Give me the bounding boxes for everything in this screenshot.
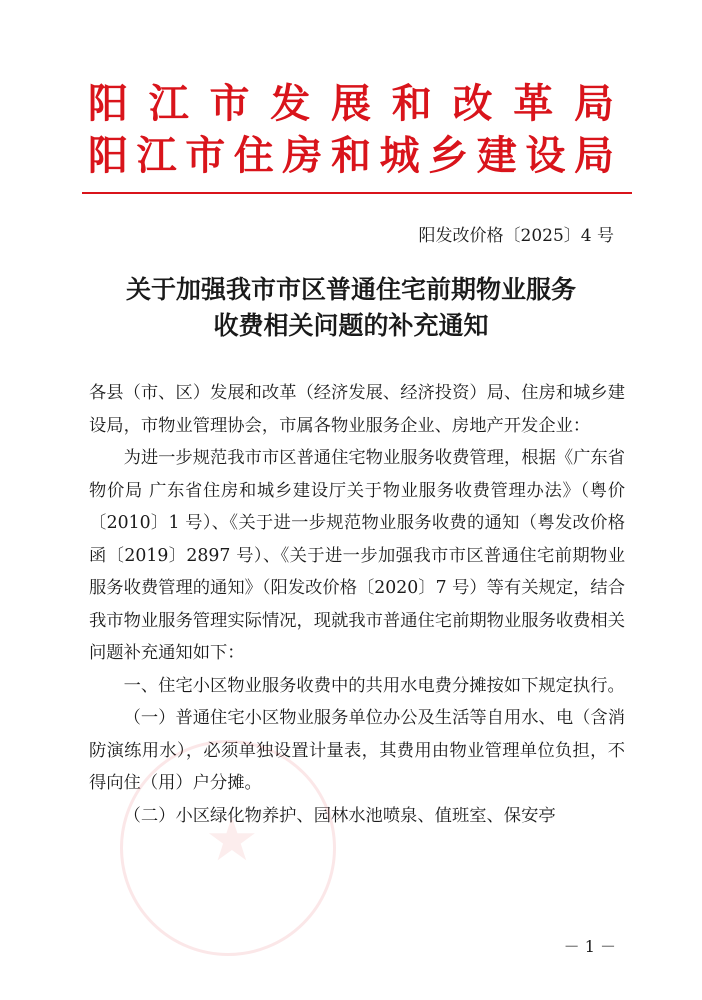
header-char: 住 bbox=[233, 133, 274, 179]
header-char: 局 bbox=[573, 133, 614, 179]
issuing-authority-header bbox=[88, 78, 614, 182]
red-divider-line bbox=[82, 192, 632, 194]
section-1-paragraph: 一、住宅小区物业服务收费中的共用水电费分摊按如下规定执行。 bbox=[123, 675, 625, 696]
item-2-paragraph: （二）小区绿化物养护、园林水池喷泉、值班室、保安亭 bbox=[123, 805, 556, 826]
preamble-paragraph: 为进一步规范我市市区普通住宅物业服务收费管理，根据《广东省物价局 广东省住房和城乡建设厅关于物业服务收费管理办法》（粤价〔2010〕1 号）、《关于进一步规范物业服务收费的通知（粤发改价格函〔2019〕2897 号）、《关于进一步加强我市市区普通住宅前期物业服务收费管理的通知》（阳发改价格〔2020〕7 号）等有关规定，结合我市物业服务管理实际情况，现就我市普通住宅前期物业服务收费相关问题补充通知如下： bbox=[89, 448, 625, 663]
document-body bbox=[89, 377, 625, 832]
document-number: 阳发改价格〔2025〕4 号 bbox=[418, 226, 614, 246]
header-char: 展 bbox=[331, 81, 371, 127]
header-line-housing-construction bbox=[88, 130, 614, 182]
document-title bbox=[60, 272, 642, 344]
header-line-development-reform bbox=[88, 78, 614, 130]
header-char: 江 bbox=[148, 81, 189, 127]
header-char: 阳 bbox=[88, 133, 128, 179]
header-char: 市 bbox=[209, 81, 250, 127]
header-char: 革 bbox=[513, 81, 554, 127]
header-char: 和 bbox=[391, 81, 432, 127]
header-char: 建 bbox=[476, 133, 517, 179]
header-char: 乡 bbox=[428, 133, 469, 179]
page-number: － 1 － bbox=[563, 937, 616, 956]
header-char: 和 bbox=[330, 133, 371, 179]
header-char: 局 bbox=[574, 81, 614, 127]
header-char: 城 bbox=[379, 133, 420, 179]
header-char: 江 bbox=[136, 133, 177, 179]
header-char: 设 bbox=[525, 133, 566, 179]
title-line-2: 收费相关问题的补充通知 bbox=[213, 311, 489, 340]
header-char: 市 bbox=[185, 133, 226, 179]
seal-star-icon: ★ bbox=[205, 805, 259, 875]
recipients-paragraph: 各县（市、区）发展和改革（经济发展、经济投资）局、住房和城乡建设局，市物业管理协会，市属各物业服务企业、房地产开发企业： bbox=[89, 383, 625, 436]
header-char: 改 bbox=[452, 81, 493, 127]
header-char: 阳 bbox=[88, 81, 128, 127]
item-1-paragraph: （一）普通住宅小区物业服务单位办公及生活等自用水、电（含消防演练用水），必须单独设置计量表，其费用由物业管理单位负担，不得向住（用）户分摊。 bbox=[89, 708, 625, 793]
header-char: 房 bbox=[282, 133, 323, 179]
title-line-1: 关于加强我市市区普通住宅前期物业服务 bbox=[125, 275, 576, 304]
header-char: 发 bbox=[270, 81, 311, 127]
